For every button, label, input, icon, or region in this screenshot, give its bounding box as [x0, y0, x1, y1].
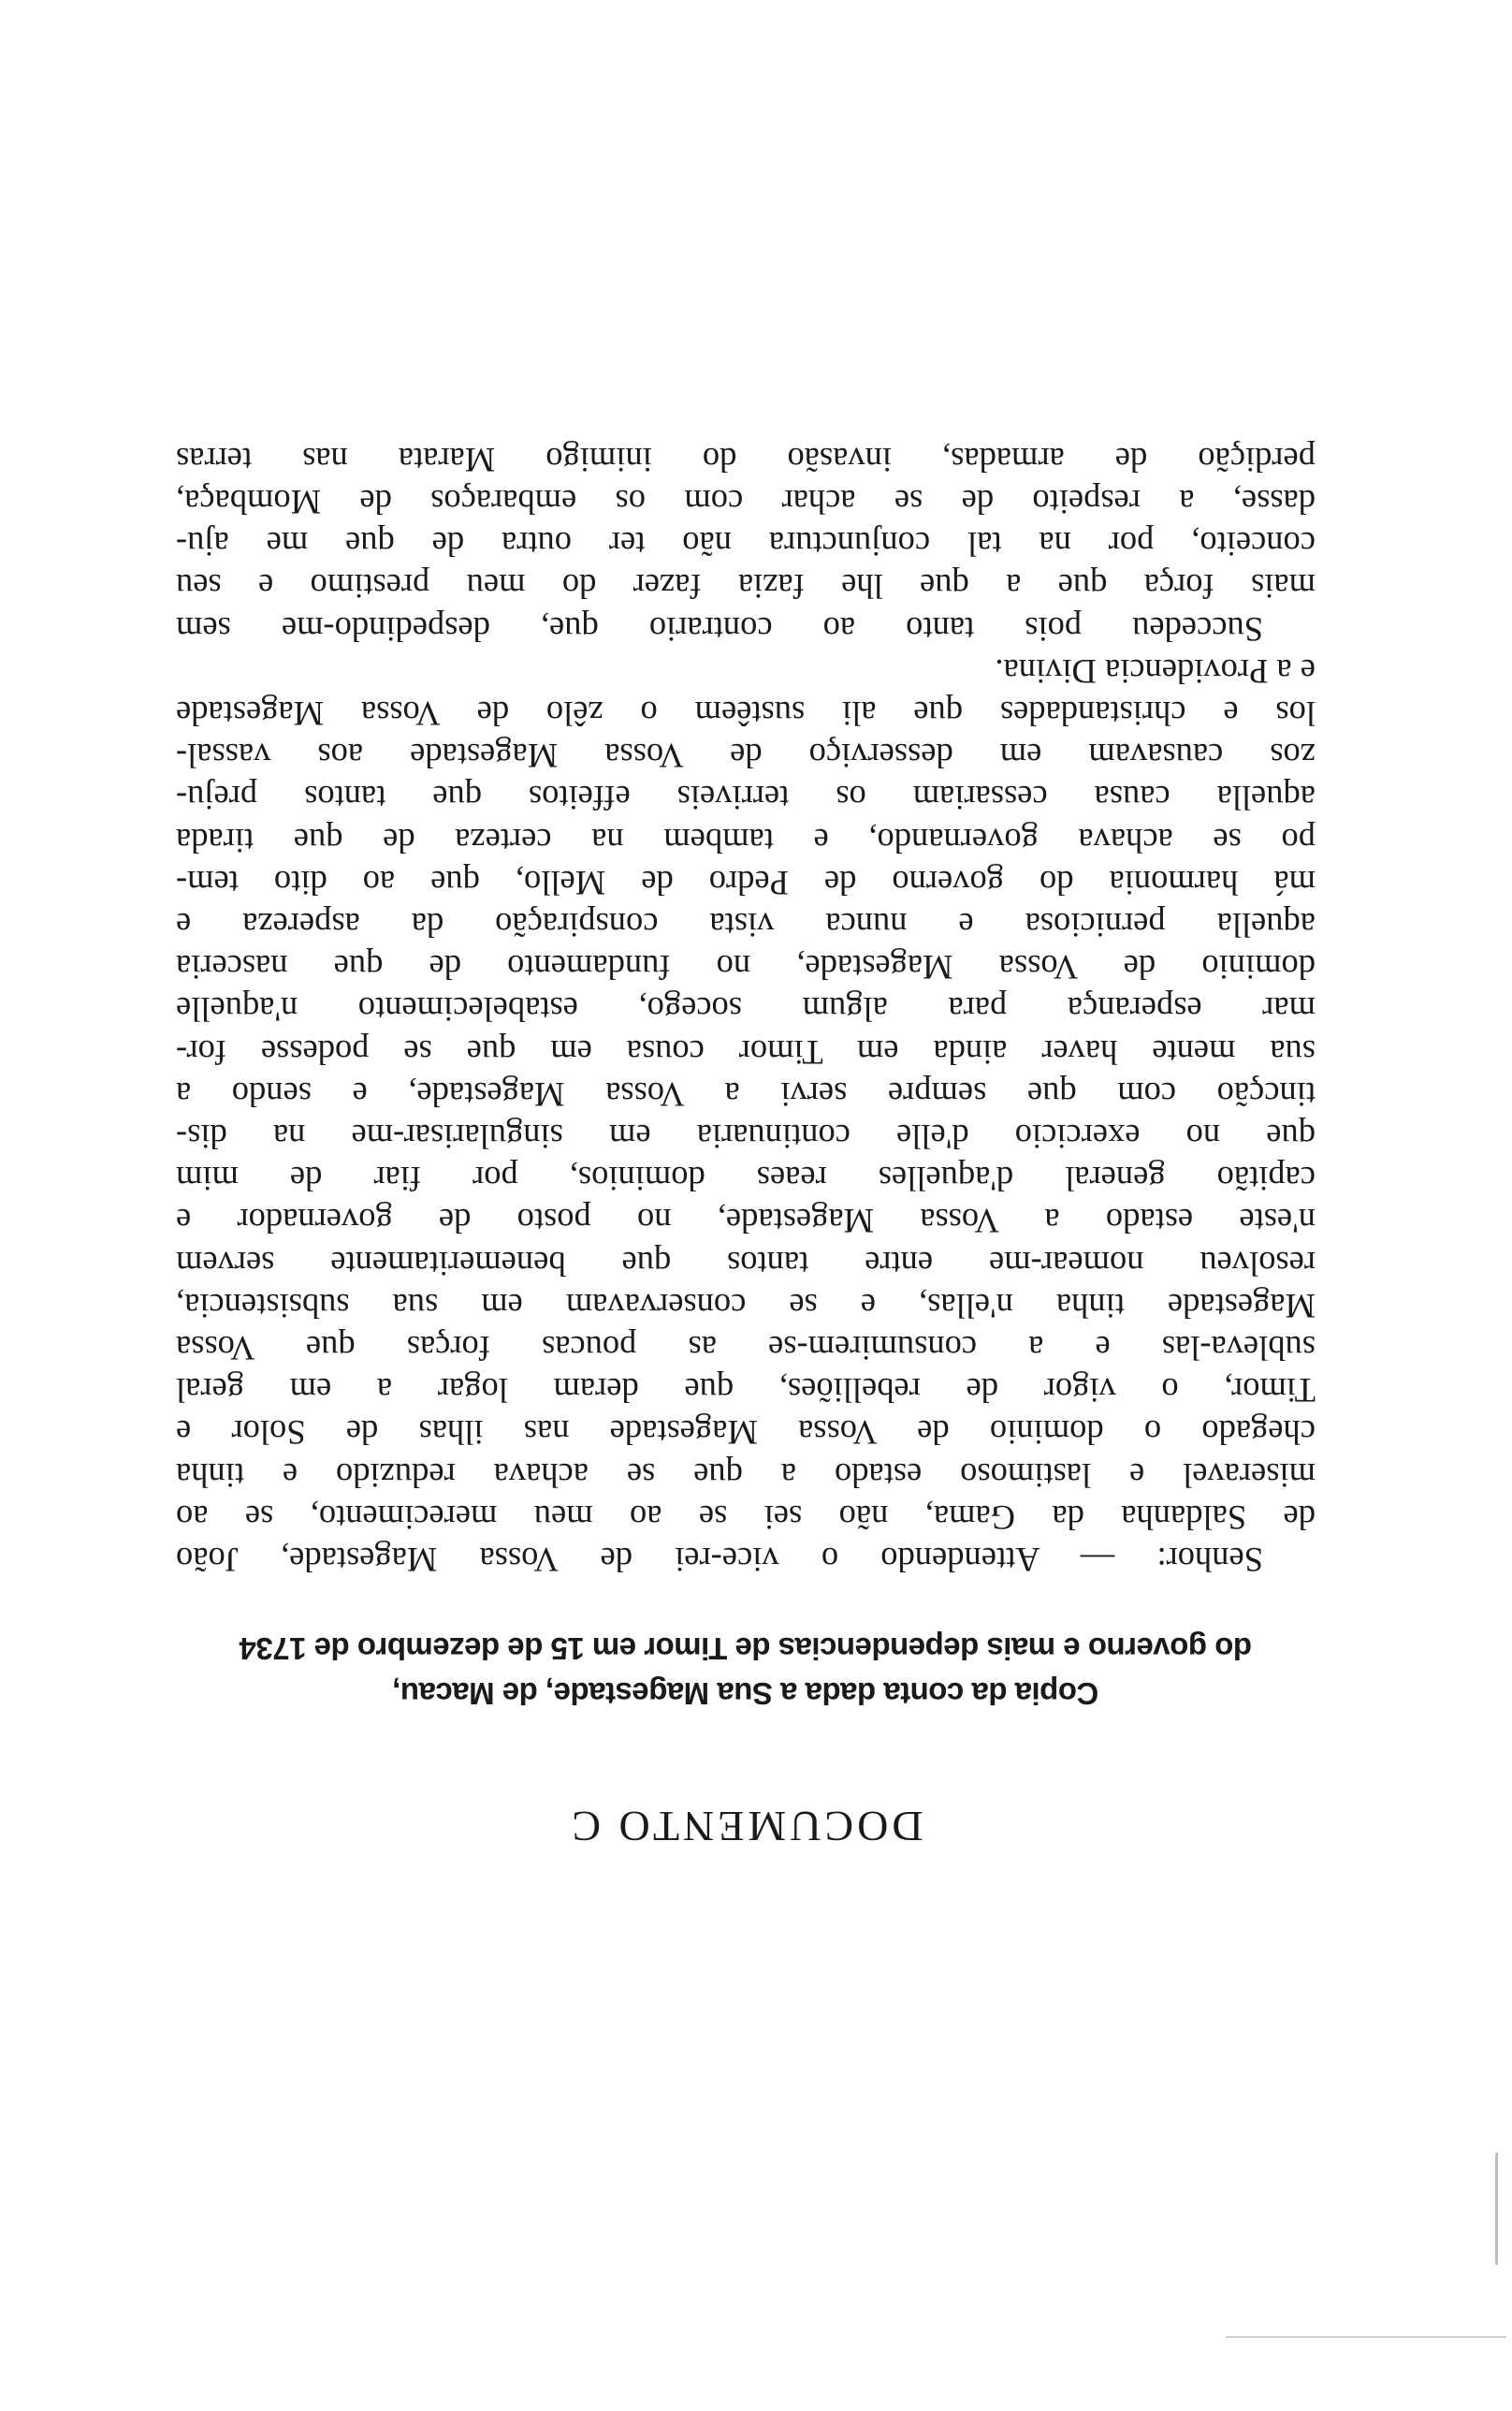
paragraph-2: [176, 439, 1316, 650]
subtitle-line-1: Copia da conta dada a Sua Magestade, de Macau,: [392, 1676, 1099, 1711]
text-line: sublevа-las e a consumirem-se as poucas forças que Vossa: [176, 1328, 1316, 1367]
text-line: resolveu nomear-me entre tantos que benemeritamente servem: [176, 1244, 1316, 1283]
text-line: zos causavam em desserviço de Vossa Magestade aos vassal-: [176, 737, 1316, 776]
scan-edge-mark: [1226, 2336, 1506, 2338]
text-line: miseravel e lastimoso estado a que se achava reduzido e tinha: [176, 1455, 1316, 1495]
text-line: que no exercicio d'elle continuaria em singularisar-me na dis-: [176, 1117, 1316, 1156]
text-line: tincção com que sempre servi a Vossa Magestade, e sendo a: [176, 1074, 1316, 1114]
text-line: mar esperança para algum socego, estabelecimento n'aquelle: [176, 990, 1316, 1030]
scan-edge-mark: [1495, 2153, 1498, 2265]
text-line: sua mente haver ainda em Timor cousa em que se podesse for-: [176, 1032, 1316, 1072]
subtitle-line-2: do governo e mais dependencias de Timor em 15 de dezembro de 1734: [240, 1631, 1252, 1666]
text-line: Succedeu pois tanto ao contrario que, despedindo-me sem: [176, 609, 1263, 649]
text-line: Magestade tinha n'ellas, e se conservavam em sua subsistencia,: [176, 1286, 1316, 1325]
text-line: Senhor: — Attendendo o vice-rei de Vossa Magestade, João: [176, 1541, 1263, 1579]
text-line: po se achava governando, e tambem na certeza de que tirada: [176, 821, 1316, 860]
text-line: mais força que a que lhe fazia fazer do meu prestimo e seu: [176, 567, 1316, 606]
text-line: e a Providencia Divina.: [995, 651, 1316, 691]
document-subtitle: [176, 1626, 1316, 1716]
text-line: de Saldanha da Gama, não sei se ao meu merecimento, se ao: [176, 1498, 1316, 1537]
text-line: los e christandades que ali sustêem o zêlo de Vossa Magestade: [176, 694, 1316, 733]
text-line: chegado o dominio de Vossa Magestade nas ilhas de Solor e: [176, 1413, 1316, 1453]
text-line: dominio de Vossa Magestade, no fundamento de que nasceria: [176, 948, 1316, 987]
document-body: [176, 439, 1316, 1581]
paragraph-1: [176, 650, 1316, 1581]
document-heading: DOCUMENTO C: [568, 1803, 923, 1850]
document-content: [176, 439, 1316, 1851]
text-line: aquella perniciosa e nunca vista conspiração da aspereza e: [176, 905, 1316, 944]
text-line: perdição de armadas, invasão do inimigo Marata nas terras: [176, 440, 1316, 479]
text-line: dasse, a respeito de se achar com os embaraços de Mombaça,: [176, 482, 1316, 521]
text-line: Timor, o vigor de rebelliões, que deram logar a em geral: [176, 1371, 1316, 1410]
text-line: aquella causa cessariam os terriveis effeitos que tantos preju-: [176, 779, 1316, 818]
text-line: n'este estado a Vossa Magestade, no posto de governador e: [176, 1202, 1316, 1241]
text-line: má harmonia do governo de Pedro de Mello, que ao dito tem-: [176, 863, 1316, 902]
text-line: conceito, por na tal conjunctura não ter outra de que me aju-: [176, 525, 1316, 564]
text-line: capitão general d'aquelles reaes dominios, por fiar de mim: [176, 1160, 1316, 1199]
